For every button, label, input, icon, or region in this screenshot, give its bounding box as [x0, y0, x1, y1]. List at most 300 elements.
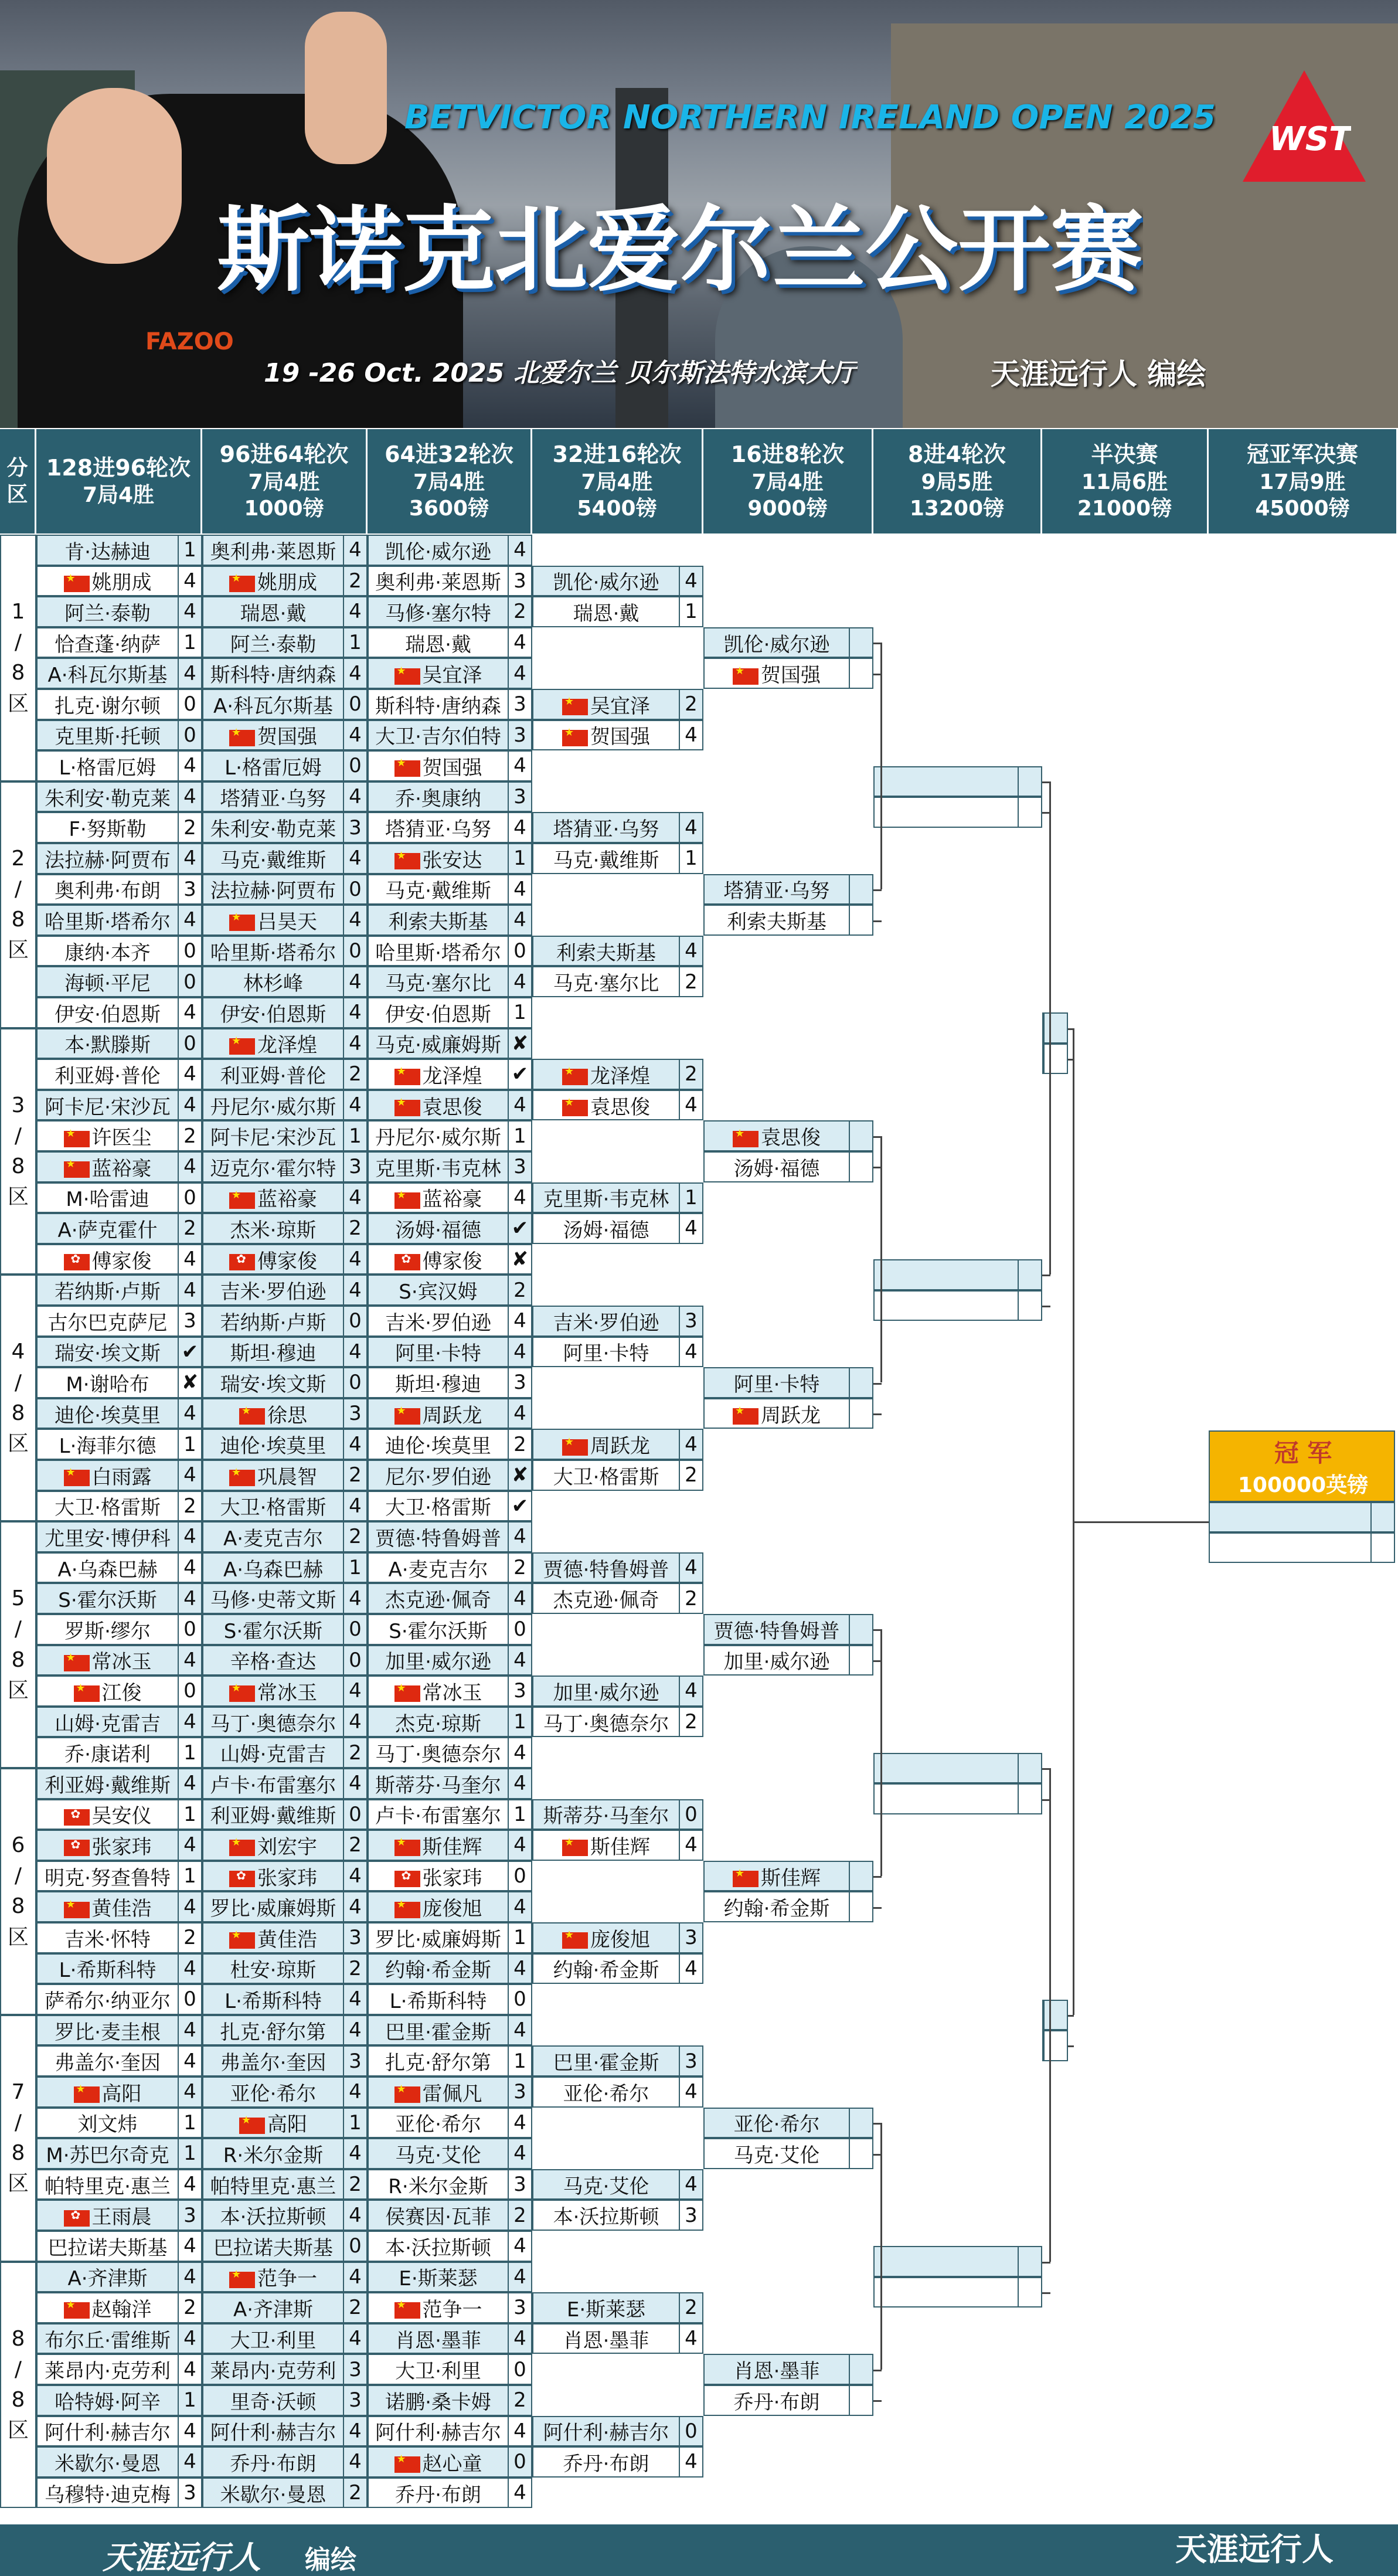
player-score [1018, 2278, 1041, 2307]
player-name-text: A·齐津斯 [67, 2267, 148, 2291]
player-score: 1 [178, 628, 201, 657]
player-slot [202, 2138, 368, 2169]
player-score: 4 [178, 2047, 201, 2075]
player-slot [36, 2385, 202, 2416]
player-score: 2 [178, 1492, 201, 1521]
player-slot [202, 936, 368, 967]
player-name [38, 1862, 178, 1891]
player-slot [1042, 2000, 1068, 2031]
player-name [38, 813, 178, 842]
player-score [1043, 2031, 1067, 2060]
player-name-text: 肖恩·墨菲 [395, 2329, 481, 2353]
player-slot [36, 1521, 202, 1552]
player-slot [202, 1583, 368, 1614]
player-score: 3 [679, 1923, 702, 1952]
player-name-text: 杰克·琼斯 [395, 1712, 481, 1736]
player-score: 4 [679, 1430, 702, 1459]
player-name [369, 1923, 508, 1952]
player-slot [202, 1337, 368, 1368]
player-name-text: 瑞安·埃文斯 [220, 1372, 326, 1396]
player-slot [202, 966, 368, 997]
player-name-text: 王雨晨 [91, 2205, 152, 2230]
player-score: 1 [178, 1430, 201, 1459]
player-name-text: 马修·史蒂文斯 [210, 1589, 336, 1613]
player-name [203, 2170, 343, 2199]
round-header-5 [703, 429, 873, 533]
player-name [369, 875, 508, 903]
player-name-text: 罗比·威廉姆斯 [210, 1897, 336, 1921]
player-name-text: 凯伦·威尔逊 [553, 571, 659, 595]
player-name-text: 扎克·舒尔第 [385, 2051, 491, 2075]
player-score: 2 [343, 1738, 366, 1767]
player-name [203, 783, 343, 811]
player-score: 2 [508, 1276, 531, 1304]
player-slot [532, 1460, 703, 1491]
player-slot [368, 874, 532, 905]
player-name [533, 2293, 679, 2322]
player-name-text: 乔丹·布朗 [395, 2483, 481, 2507]
player-score: 0 [343, 1307, 366, 1335]
player-name [38, 2324, 178, 2353]
round-header-4 [532, 429, 703, 533]
player-name [369, 967, 508, 996]
player-score: 4 [178, 1245, 201, 1274]
round-header-3 [368, 429, 532, 533]
player-name [369, 597, 508, 626]
player-name-text: 帕特里克·惠兰 [45, 2174, 171, 2198]
player-score: 0 [343, 1800, 366, 1829]
player-name [38, 1461, 178, 1490]
china-flag-icon [64, 1655, 90, 1671]
player-name [705, 875, 849, 903]
player-slot [202, 2416, 368, 2447]
player-score: 0 [178, 1985, 201, 2014]
player-name-text: 马克·塞尔比 [553, 972, 659, 996]
player-slot [36, 1491, 202, 1522]
player-name [203, 967, 343, 996]
player-score: 4 [508, 1892, 531, 1921]
player-name-text: 伊安·伯恩斯 [220, 1002, 326, 1027]
player-name-text: 吴安仪 [91, 1804, 152, 1829]
player-slot [36, 2138, 202, 2169]
player-score: 1 [178, 2139, 201, 2168]
player-slot [36, 689, 202, 720]
player-name-text: 阿里·卡特 [563, 1342, 649, 1366]
player-score: 2 [343, 1060, 366, 1089]
hong-kong-flag-icon [64, 1809, 90, 1826]
player-name-text: 斯蒂芬·马奎尔 [375, 1773, 501, 1797]
player-name-text: 瑞恩·戴 [573, 601, 640, 626]
player-name [203, 1214, 343, 1243]
player-name [203, 844, 343, 873]
player-name [203, 875, 343, 903]
player-name [38, 1954, 178, 1983]
player-name-text: 乔丹·布朗 [230, 2452, 317, 2476]
player-name [38, 1368, 178, 1397]
player-name-text: 贺国强 [590, 725, 650, 749]
player-slot [368, 966, 532, 997]
player-name [203, 2016, 343, 2045]
player-score: 3 [679, 2047, 702, 2075]
player-name-text: 马丁·奥德奈尔 [375, 1743, 501, 1767]
player-name-text: 迪伦·埃莫里 [385, 1435, 491, 1459]
player-name [369, 1399, 508, 1428]
player-name-text: 瑞恩·戴 [240, 601, 307, 626]
player-name [38, 2139, 178, 2168]
player-name-text: 巴拉诺夫斯基 [47, 2236, 168, 2260]
player-name [203, 2479, 343, 2507]
player-score: 1 [343, 1554, 366, 1582]
player-slot [703, 1645, 873, 1676]
player-name [533, 1183, 679, 1212]
player-score: 4 [178, 2232, 201, 2261]
player-slot [368, 1768, 532, 1799]
player-name-text: 吉米·罗伯逊 [220, 1280, 326, 1304]
player-name [203, 659, 343, 688]
china-flag-icon [394, 668, 420, 685]
player-score: 4 [178, 998, 201, 1027]
player-name [38, 1985, 178, 2014]
player-name [369, 1122, 508, 1150]
player-name-text: 利亚姆·戴维斯 [45, 1773, 171, 1797]
player-score [1043, 2001, 1067, 2030]
player-name-text: 山姆·克雷吉 [220, 1743, 326, 1767]
player-slot [368, 1799, 532, 1830]
china-flag-icon [394, 853, 420, 869]
player-score [1018, 767, 1041, 796]
player-slot [368, 1491, 532, 1522]
player-score [849, 2139, 872, 2168]
player-name-text: 袁思俊 [761, 1126, 821, 1150]
player-name-text: 龙泽煌 [257, 1034, 317, 1058]
player-slot [532, 720, 703, 751]
player-name-text: S·宾汉姆 [399, 1280, 478, 1304]
player-score: 2 [178, 1923, 201, 1952]
player-slot [368, 2169, 532, 2200]
player-name-text: 卢卡·布雷塞尔 [375, 1804, 501, 1829]
player-name [369, 1491, 508, 1520]
player-score: 4 [343, 2417, 366, 2446]
player-slot [368, 812, 532, 843]
player-name-text: 奥利弗·布朗 [55, 879, 161, 903]
player-slot [532, 1337, 703, 1368]
player-score: 4 [343, 1184, 366, 1212]
player-score [1018, 2247, 1041, 2276]
player-score: ✔ [508, 1214, 531, 1243]
player-slot [532, 812, 703, 843]
player-name [705, 2355, 849, 2384]
player-name [369, 1738, 508, 1767]
player-score: 4 [343, 1276, 366, 1304]
player-score: 2 [679, 1461, 702, 1490]
player-slot [368, 750, 532, 781]
china-flag-icon [562, 699, 588, 715]
player-score: 2 [508, 2386, 531, 2415]
player-name [203, 1276, 343, 1304]
player-name [369, 1831, 508, 1860]
player-slot [36, 1737, 202, 1768]
player-slot [532, 1799, 703, 1830]
player-slot [36, 1552, 202, 1583]
player-name-text: 哈里斯·塔希尔 [45, 910, 171, 934]
player-name [705, 1153, 849, 1181]
player-slot [202, 1830, 368, 1861]
player-score: 4 [679, 567, 702, 596]
bracket-line [880, 1629, 882, 1876]
china-flag-icon [394, 1840, 420, 1856]
player-name [203, 2324, 343, 2353]
player-name-text: F·努斯勒 [69, 818, 147, 842]
player-slot [873, 2277, 1042, 2308]
player-score: 4 [679, 2324, 702, 2353]
china-flag-icon [394, 1100, 420, 1116]
player-slot [202, 1213, 368, 1244]
player-slot [36, 2478, 202, 2509]
player-score: 4 [343, 1091, 366, 1120]
round-header-line-1: 128进96轮次 [46, 454, 191, 481]
player-slot [368, 1090, 532, 1121]
bracket-line [1073, 1521, 1209, 1523]
player-name [533, 2170, 679, 2199]
player-face [47, 88, 182, 264]
player-slot [202, 874, 368, 905]
player-slot [36, 2015, 202, 2046]
player-name [203, 597, 343, 626]
player-name-text: 黄佳浩 [91, 1897, 152, 1921]
player-name-text: 肯·达赫迪 [64, 540, 151, 564]
player-name [369, 1153, 508, 1181]
round-header-line-2: 7局4胜 [248, 470, 320, 494]
event-title: 斯诺克北爱尔兰公开赛 [217, 196, 1143, 304]
round-header-line-3: 5400镑 [577, 496, 657, 521]
player-slot [368, 1583, 532, 1614]
player-name [38, 1584, 178, 1613]
player-score: 4 [508, 1955, 531, 1983]
player-name-text: 尤里安·博伊科 [45, 1527, 171, 1551]
player-name [705, 628, 849, 657]
player-score: 2 [343, 1831, 366, 1860]
player-name-text: 大卫·利里 [230, 2329, 317, 2353]
player-name [38, 1615, 178, 1644]
player-name-text: 罗斯·缪尔 [64, 1619, 151, 1643]
player-name-text: 杰克逊·佩奇 [385, 1589, 491, 1613]
player-score [1043, 1014, 1067, 1042]
player-slot [532, 566, 703, 597]
player-slot [368, 2323, 532, 2354]
player-score: 4 [178, 2263, 201, 2292]
player-slot [202, 2045, 368, 2077]
china-flag-icon [562, 1439, 588, 1456]
player-name [38, 906, 178, 934]
player-score: 0 [178, 967, 201, 996]
china-flag-icon [64, 1131, 90, 1147]
player-score: 2 [508, 1554, 531, 1582]
player-slot [36, 843, 202, 874]
player-slot [36, 1337, 202, 1368]
player-name-text: 弗盖尔·奎因 [55, 2051, 161, 2075]
player-score: 4 [178, 2417, 201, 2446]
china-flag-icon [229, 576, 255, 592]
player-name [38, 2262, 178, 2291]
player-score: 1 [679, 1184, 702, 1212]
player-name [533, 844, 679, 873]
player-name-text: M·谢哈布 [66, 1372, 149, 1396]
player-name-text: 亚伦·希尔 [395, 2113, 481, 2137]
player-name-text: 马丁·奥德奈尔 [210, 1712, 336, 1736]
player-name [203, 2232, 343, 2261]
player-name-text: 迪伦·埃莫里 [55, 1403, 161, 1428]
player-slot [368, 566, 532, 597]
player-name-text: 阿兰·泰勒 [230, 633, 317, 657]
player-name [38, 2417, 178, 2445]
player-name [38, 1245, 178, 1274]
bracket-line [873, 1383, 882, 1385]
player-score: 2 [178, 1122, 201, 1150]
player-name-text: 米歇尔·曼恩 [220, 2483, 326, 2507]
player-score: 4 [508, 1831, 531, 1860]
player-name-text: 马克·威廉姆斯 [375, 1034, 501, 1058]
player-score: 4 [343, 597, 366, 626]
player-name-text: 米歇尔·曼恩 [55, 2452, 161, 2476]
player-name [533, 967, 679, 996]
player-slot [703, 1367, 873, 1398]
china-flag-icon [562, 1069, 588, 1085]
player-name-text: 许医尘 [91, 1126, 152, 1150]
player-slot [873, 766, 1042, 797]
player-slot [368, 1707, 532, 1738]
china-flag-icon [394, 760, 420, 777]
player-name-text: 斯佳辉 [422, 1835, 482, 1859]
player-name [203, 1985, 343, 2014]
player-name [38, 2016, 178, 2045]
player-score: 4 [178, 2078, 201, 2106]
player-slot [36, 720, 202, 751]
zone-header-label: 分 区 [6, 456, 28, 507]
player-score: 4 [178, 2324, 201, 2353]
player-name [369, 536, 508, 565]
player-name [38, 1892, 178, 1921]
player-name [203, 2078, 343, 2106]
player-name-text: 傅家俊 [91, 1249, 152, 1273]
player-name [38, 2293, 178, 2322]
player-slot [36, 1984, 202, 2015]
player-slot [202, 1275, 368, 1306]
player-name-text: 汤姆·福德 [733, 1157, 820, 1181]
round-header-line-3: 45000镑 [1255, 496, 1350, 521]
player-name [369, 1615, 508, 1644]
player-name-text: 阿什利·赫吉尔 [45, 2421, 171, 2445]
player-score: 4 [178, 1708, 201, 1736]
player-name [38, 1554, 178, 1582]
player-name [369, 1862, 508, 1891]
player-slot [703, 1891, 873, 1922]
player-name [533, 2417, 679, 2445]
player-slot [368, 1614, 532, 1645]
player-slot [873, 797, 1042, 828]
player-name [203, 2262, 343, 2291]
player-name [533, 1337, 679, 1366]
player-score: 0 [178, 1029, 201, 1058]
player-name-text: 乔丹·布朗 [563, 2452, 649, 2476]
player-name-text: 巩晨智 [257, 1465, 317, 1489]
player-score: 4 [178, 1060, 201, 1089]
player-name [369, 1307, 508, 1335]
player-slot [36, 936, 202, 967]
player-name [203, 1554, 343, 1582]
player-name [369, 1554, 508, 1582]
player-name-text: 巴拉诺夫斯基 [213, 2236, 333, 2260]
player-name-text: 周跃龙 [422, 1403, 482, 1428]
player-slot [202, 1120, 368, 1151]
player-slot [202, 720, 368, 751]
player-score [1018, 1292, 1041, 1320]
player-name-text: 乔·康诺利 [64, 1743, 151, 1767]
player-score: 0 [178, 1677, 201, 1705]
player-name-text: 姚朋成 [91, 571, 152, 595]
player-name [38, 998, 178, 1027]
player-name-text: 徐思 [267, 1403, 307, 1428]
player-name-text: 伊安·伯恩斯 [55, 1002, 161, 1027]
player-score: ✔ [508, 1492, 531, 1521]
player-slot [36, 874, 202, 905]
player-slot [36, 658, 202, 689]
player-score: 1 [508, 1708, 531, 1736]
player-score: 3 [343, 2386, 366, 2415]
player-score: 3 [178, 2479, 201, 2507]
zone-label: 4 / 8 区 [0, 1275, 36, 1521]
player-slot [368, 1398, 532, 1429]
player-score: 1 [343, 2109, 366, 2137]
player-score: 4 [679, 1554, 702, 1582]
player-slot [873, 1783, 1042, 1814]
player-name [38, 752, 178, 780]
player-score: 4 [679, 1955, 702, 1983]
player-name [38, 937, 178, 966]
china-flag-icon [229, 1932, 255, 1949]
player-score: 4 [508, 1769, 531, 1798]
player-name [705, 1862, 849, 1891]
round-header-line-3: 13200镑 [909, 496, 1005, 521]
player-score: 4 [343, 1769, 366, 1798]
player-name-text: 蓝裕豪 [257, 1188, 317, 1212]
player-slot [1042, 1012, 1068, 1044]
player-score: 4 [508, 813, 531, 842]
player-name-text: 大卫·吉尔伯特 [375, 725, 501, 749]
player-name [203, 1677, 343, 1705]
bracket-line [1042, 2292, 1050, 2294]
player-name-text: 利亚姆·普伦 [55, 1064, 161, 1088]
player-score: 0 [178, 721, 201, 750]
player-name-text: 塔猜亚·乌努 [220, 787, 326, 811]
player-name [705, 2386, 849, 2415]
player-score: 3 [343, 2355, 366, 2384]
player-score: 3 [508, 690, 531, 719]
hong-kong-flag-icon [64, 1840, 90, 1856]
player-slot [36, 1306, 202, 1337]
player-name-text: L·希斯科特 [59, 1959, 157, 1983]
bracket-line [873, 2370, 882, 2371]
player-name-text: 大卫·格雷斯 [55, 1496, 161, 1520]
china-flag-icon [733, 668, 758, 685]
player-name-text: 马修·塞尔特 [385, 601, 491, 626]
player-slot [202, 905, 368, 936]
player-score: 4 [679, 937, 702, 966]
player-name-text: 贺国强 [422, 756, 482, 780]
player-slot [368, 2446, 532, 2478]
player-name-text: 法拉赫·阿贾布 [45, 848, 171, 872]
player-score: 4 [343, 1584, 366, 1613]
footer-bar [0, 2524, 1398, 2576]
